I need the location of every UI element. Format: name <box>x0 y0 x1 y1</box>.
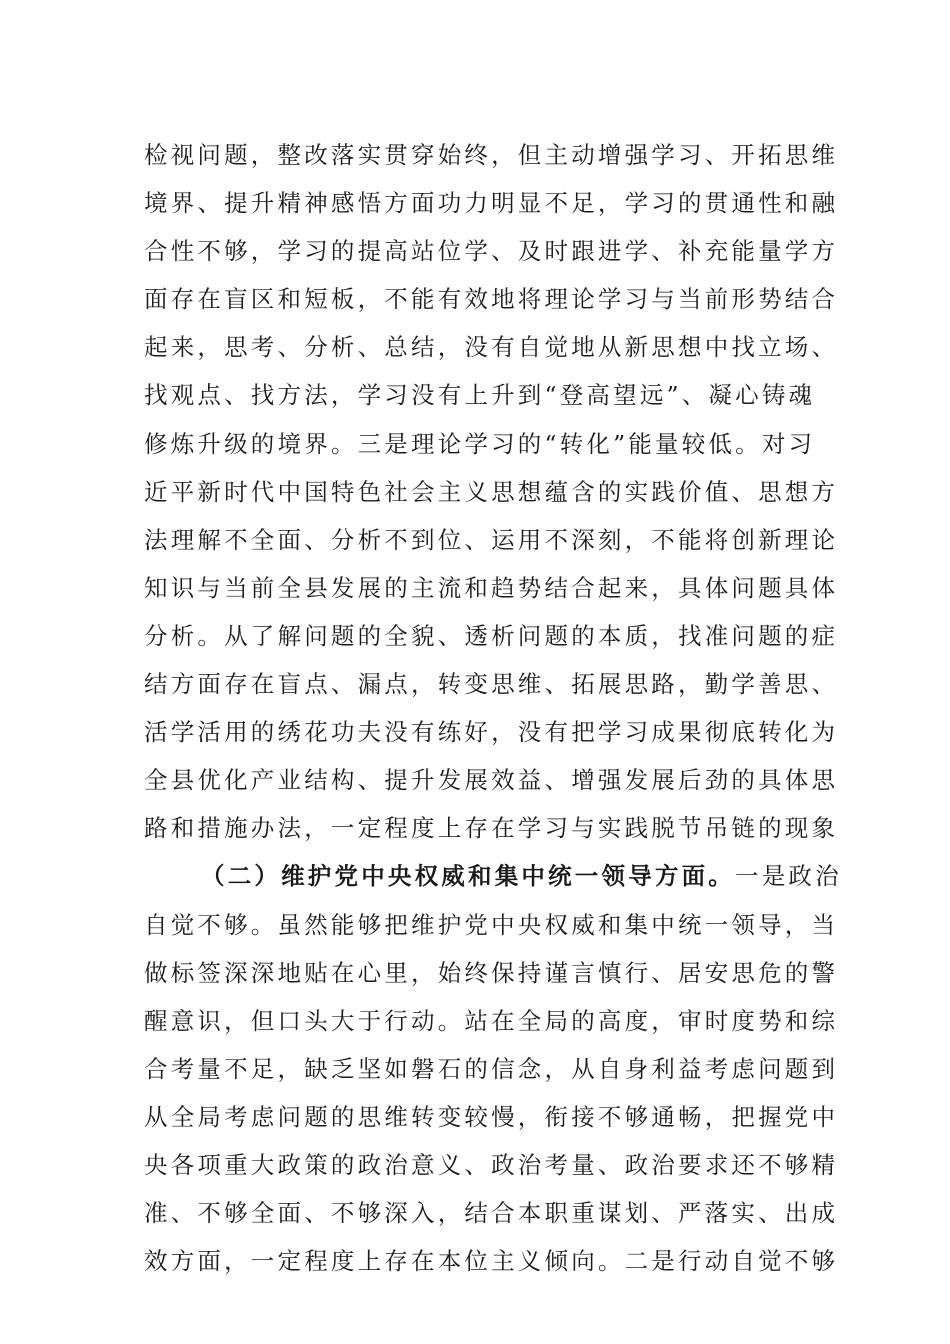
text-line: 央各项重大政策的政治意义、政治考量、政治要求还不够精 <box>144 1150 839 1179</box>
text-line: 效方面，一定程度上存在本位主义倾向。二是行动自觉不够 <box>144 1247 839 1276</box>
text-line: 找观点、找方法，学习没有上升到“登高望远”、凝心铸魂 <box>144 381 816 410</box>
text-line: 准、不够全面、不够深入，结合本职重谋划、严落实、出成 <box>144 1199 839 1228</box>
text-line: 检视问题，整改落实贯穿始终，但主动增强学习、开拓思维 <box>144 141 839 169</box>
text-line: 分析。从了解问题的全貌、透析问题的本质，找准问题的症 <box>144 621 839 650</box>
text-line: 合考量不足，缺乏坚如磐石的信念，从自身利益考虑问题到 <box>144 1054 839 1083</box>
text-line: 修炼升级的境界。三是理论学习的“转化”能量较低。对习 <box>144 429 816 458</box>
text-line: 面存在盲区和短板，不能有效地将理论学习与当前形势结合 <box>144 285 839 314</box>
text-line: 境界、提升精神感悟方面功力明显不足，学习的贯通性和融 <box>144 189 839 218</box>
text-line: 法理解不全面、分析不到位、运用不深刻，不能将创新理论 <box>144 525 839 554</box>
body-text <box>144 131 842 1285</box>
text-line: 近平新时代中国特色社会主义思想蕴含的实践价值、思想方 <box>144 477 839 506</box>
text-line: 路和措施办法，一定程度上存在学习与实践脱节吊链的现象 <box>144 814 839 843</box>
text-line: 醒意识，但口头大于行动。站在全局的高度，审时度势和综 <box>144 1006 839 1035</box>
text-line: 起来，思考、分析、总结，没有自觉地从新思想中找立场、 <box>144 333 839 362</box>
text-line: 活学活用的绣花功夫没有练好，没有把学习成果彻底转化为 <box>144 718 839 747</box>
text-line: 合性不够，学习的提高站位学、及时跟进学、补充能量学方 <box>144 237 839 266</box>
text-line: 做标签深深地贴在心里，始终保持谨言慎行、居安思危的警 <box>144 958 839 987</box>
text-line: 全县优化产业结构、提升发展效益、增强发展后劲的具体思 <box>144 766 839 795</box>
section-heading-line <box>144 852 842 900</box>
section-heading: （二）维护党中央权威和集中统一领导方面。 <box>201 862 735 891</box>
section-heading-continuation: 一是政治 <box>735 862 842 891</box>
text-line: 结方面存在盲点、漏点，转变思维、拓展思路，勤学善思、 <box>144 670 839 699</box>
text-line: 知识与当前全县发展的主流和趋势结合起来，具体问题具体 <box>144 573 839 602</box>
text-line: 自觉不够。虽然能够把维护党中央权威和集中统一领导，当 <box>144 910 839 939</box>
text-line: 从全局考虑问题的思维转变较慢，衔接不够通畅，把握党中 <box>144 1102 839 1131</box>
